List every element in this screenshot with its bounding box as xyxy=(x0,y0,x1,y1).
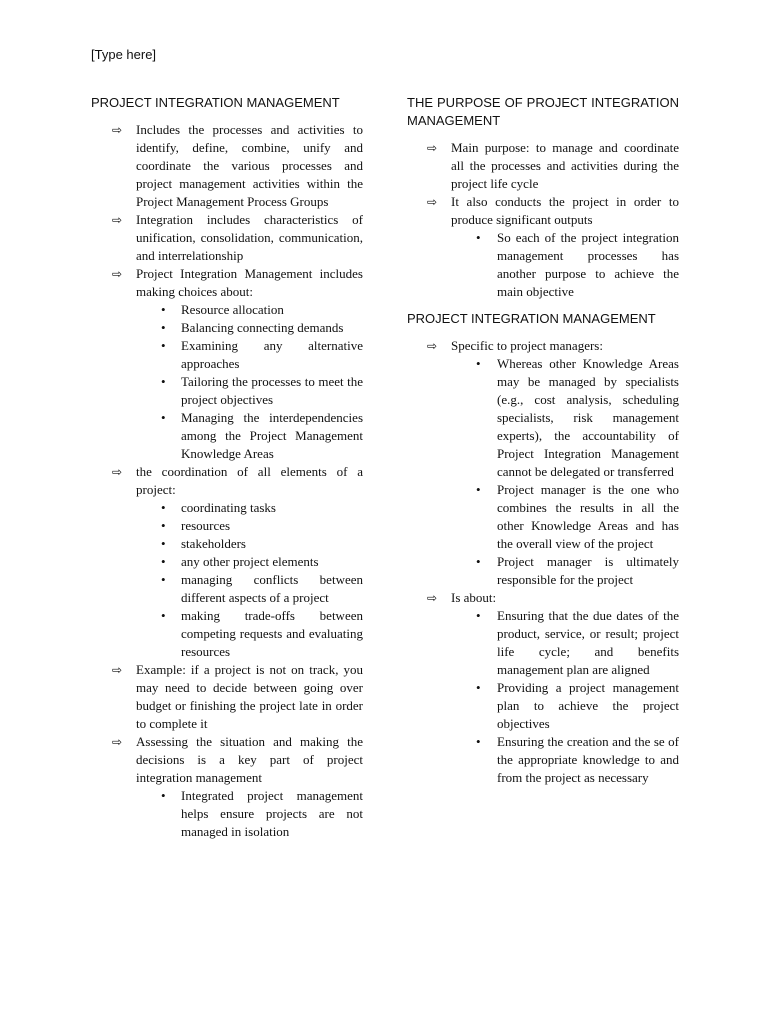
item-text: Project Integration Management includes making choices about: xyxy=(136,266,363,299)
dot-bullet-icon: • xyxy=(476,680,481,695)
arrow-bullet-icon: ⇨ xyxy=(112,123,123,137)
bullet-item xyxy=(407,733,679,787)
bullet-text: Project manager is ultimately responsible for the project xyxy=(497,554,679,587)
arrow-bullet-icon: ⇨ xyxy=(427,339,438,353)
arrow-bullet-icon: ⇨ xyxy=(427,195,438,209)
bullet-text: Balancing connecting demands xyxy=(181,320,344,335)
bullet-text: Providing a project management plan to achieve the project objectives xyxy=(497,680,679,731)
arrow-bullet-icon: ⇨ xyxy=(427,591,438,605)
bullet-text: managing conflicts between different aspects of a project xyxy=(181,572,363,605)
arrow-bullet-icon: ⇨ xyxy=(112,213,123,227)
section-title: PROJECT INTEGRATION MANAGEMENT xyxy=(91,95,340,110)
arrow-list-item xyxy=(91,661,363,733)
dot-bullet-icon: • xyxy=(161,608,166,623)
bullet-list xyxy=(91,787,363,841)
dot-bullet-icon: • xyxy=(161,500,166,515)
bullet-text: Whereas other Knowledge Areas may be managed by specialists (e.g., cost analysis, scheduling specialists, risk management experts), the accountability of Project Integration Management cannot be delegated or transferred xyxy=(497,356,679,479)
dot-bullet-icon: • xyxy=(161,788,166,803)
item-text: It also conducts the project in order to produce significant outputs xyxy=(451,194,679,227)
bullet-text: Resource allocation xyxy=(181,302,284,317)
bullet-item xyxy=(91,337,363,373)
bullet-list xyxy=(407,607,679,787)
bullet-item xyxy=(407,229,679,301)
bullet-item xyxy=(91,553,363,571)
left-column xyxy=(91,94,363,841)
dot-bullet-icon: • xyxy=(161,554,166,569)
bullet-item xyxy=(407,355,679,481)
arrow-bullet-icon: ⇨ xyxy=(427,141,438,155)
arrow-list-item xyxy=(91,733,363,787)
dot-bullet-icon: • xyxy=(161,302,166,317)
bullet-item xyxy=(407,607,679,679)
bullet-item xyxy=(91,787,363,841)
dot-bullet-icon: • xyxy=(161,536,166,551)
section-title-pim: PROJECT INTEGRATION MANAGEMENT xyxy=(407,311,656,326)
bullet-list xyxy=(407,229,679,301)
arrow-list-item xyxy=(91,265,363,301)
bullet-text: Examining any alternative approaches xyxy=(181,338,363,371)
bullet-item xyxy=(91,499,363,517)
dot-bullet-icon: • xyxy=(476,608,481,623)
dot-bullet-icon: • xyxy=(161,410,166,425)
purpose-item-list xyxy=(407,139,679,301)
bullet-item xyxy=(91,319,363,337)
page-header: [Type here] xyxy=(91,47,157,62)
dot-bullet-icon: • xyxy=(476,482,481,497)
bullet-text: stakeholders xyxy=(181,536,246,551)
bullet-text: Project manager is the one who combines the results in all the other Knowledge Areas and has the overall view of the project xyxy=(497,482,679,551)
arrow-list-item xyxy=(407,193,679,229)
bullet-list xyxy=(407,355,679,589)
bullet-text: any other project elements xyxy=(181,554,319,569)
arrow-bullet-icon: ⇨ xyxy=(112,465,123,479)
arrow-list-item xyxy=(407,139,679,193)
bullet-list xyxy=(91,301,363,463)
item-text: Is about: xyxy=(451,590,497,605)
bullet-text: Ensuring that the due dates of the product, service, or result; project life cycle; and benefits management plan are aligned xyxy=(497,608,679,677)
right-column xyxy=(407,94,679,787)
bullet-item xyxy=(407,679,679,733)
dot-bullet-icon: • xyxy=(161,572,166,587)
item-text: the coordination of all elements of a project: xyxy=(136,464,363,497)
arrow-list-item xyxy=(407,589,679,607)
dot-bullet-icon: • xyxy=(161,338,166,353)
pim-item-list xyxy=(407,337,679,787)
arrow-bullet-icon: ⇨ xyxy=(112,663,123,677)
dot-bullet-icon: • xyxy=(476,230,481,245)
dot-bullet-icon: • xyxy=(161,518,166,533)
bullet-item xyxy=(91,517,363,535)
item-text: Assessing the situation and making the decisions is a key part of project integration management xyxy=(136,734,363,785)
item-text: Main purpose: to manage and coordinate all the processes and activities during the project life cycle xyxy=(451,140,679,191)
dot-bullet-icon: • xyxy=(161,374,166,389)
bullet-item xyxy=(91,535,363,553)
bullet-list xyxy=(91,499,363,661)
dot-bullet-icon: • xyxy=(476,554,481,569)
section-title-purpose: THE PURPOSE OF PROJECT INTEGRATION MANAGEMENT xyxy=(407,95,679,128)
bullet-item xyxy=(407,481,679,553)
item-text: Includes the processes and activities to identify, define, combine, unify and coordinate the various processes and project management activities within the Project Management Process Groups xyxy=(136,122,363,209)
bullet-text: making trade-offs between competing requests and evaluating resources xyxy=(181,608,363,659)
bullet-text: resources xyxy=(181,518,231,533)
bullet-text: Integrated project management helps ensure projects are not managed in isolation xyxy=(181,788,363,839)
bullet-item xyxy=(91,373,363,409)
arrow-list-item xyxy=(91,463,363,499)
dot-bullet-icon: • xyxy=(476,734,481,749)
dot-bullet-icon: • xyxy=(161,320,166,335)
dot-bullet-icon: • xyxy=(476,356,481,371)
item-text: Integration includes characteristics of unification, consolidation, communication, and interrelationship xyxy=(136,212,363,263)
item-text: Example: if a project is not on track, you may need to decide between going over budget or finishing the project late in order to complete it xyxy=(136,662,363,731)
bullet-item xyxy=(91,607,363,661)
arrow-list-item xyxy=(91,211,363,265)
bullet-item xyxy=(91,571,363,607)
bullet-item xyxy=(407,553,679,589)
bullet-item xyxy=(91,301,363,319)
bullet-text: Tailoring the processes to meet the project objectives xyxy=(181,374,363,407)
bullet-text: Managing the interdependencies among the Project Management Knowledge Areas xyxy=(181,410,363,461)
bullet-text: So each of the project integration management processes has another purpose to achieve the main objective xyxy=(497,230,679,299)
arrow-list-item xyxy=(407,337,679,355)
bullet-item xyxy=(91,409,363,463)
item-text: Specific to project managers: xyxy=(451,338,603,353)
arrow-bullet-icon: ⇨ xyxy=(112,735,123,749)
bullet-text: coordinating tasks xyxy=(181,500,276,515)
bullet-text: Ensuring the creation and the se of the appropriate knowledge to and from the project as necessary xyxy=(497,734,679,785)
left-item-list xyxy=(91,121,363,841)
arrow-bullet-icon: ⇨ xyxy=(112,267,123,281)
arrow-list-item xyxy=(91,121,363,211)
